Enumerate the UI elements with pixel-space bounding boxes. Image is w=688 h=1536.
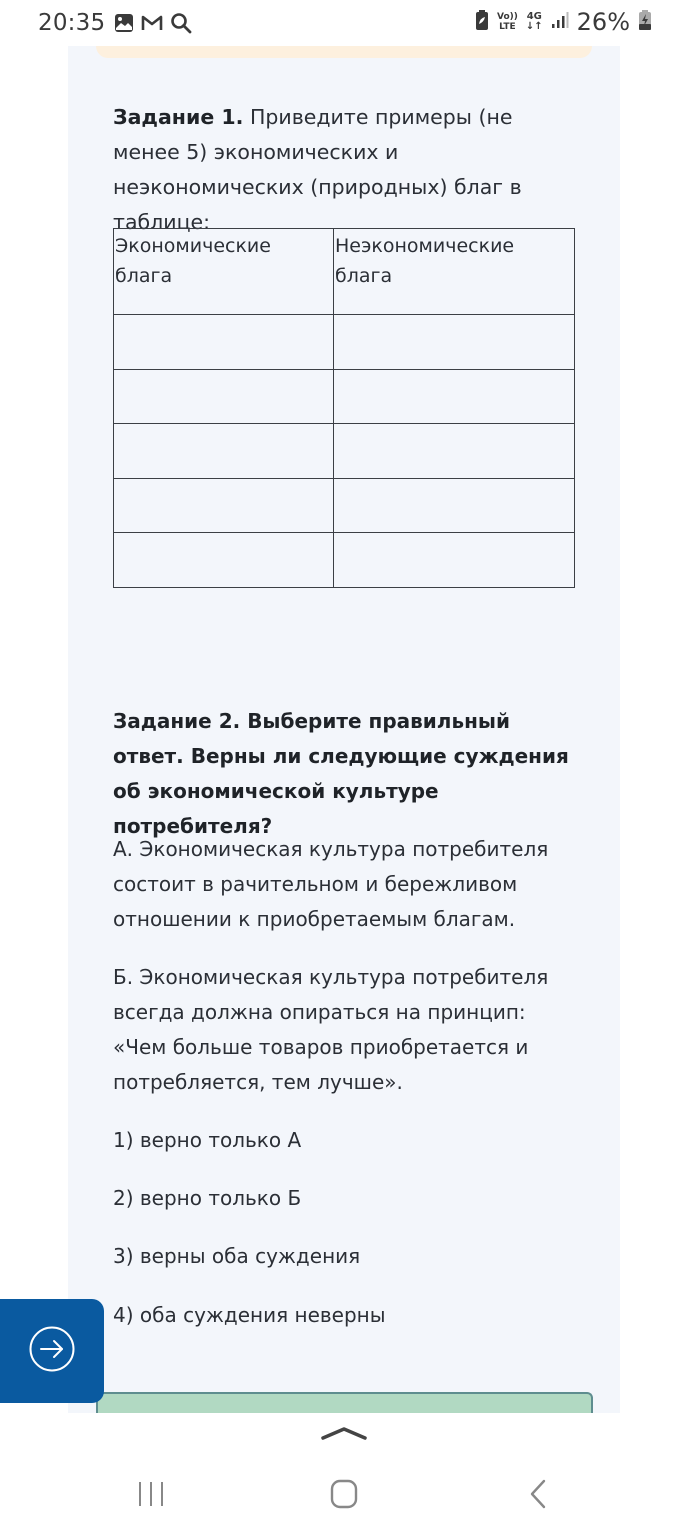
answer-option-1: 1) верно только А: [113, 1128, 302, 1152]
answer-option-3: 3) верны оба суждения: [113, 1244, 361, 1268]
recent-apps-icon[interactable]: [136, 1479, 166, 1513]
bottom-area: [0, 1413, 688, 1536]
search-icon: [170, 12, 192, 38]
task1-label: Задание 1.: [113, 105, 244, 129]
next-page-button[interactable]: [0, 1299, 104, 1403]
system-navigation-bar: [0, 1473, 688, 1523]
back-icon[interactable]: [524, 1479, 554, 1513]
table-row: [114, 424, 575, 479]
table-cell: [334, 424, 575, 479]
home-icon[interactable]: [330, 1479, 360, 1513]
table-row: [114, 315, 575, 370]
table-header-row: [114, 229, 575, 315]
table-cell: [114, 315, 334, 370]
clock: 20:35: [38, 10, 106, 36]
arrow-right-circle-icon: [28, 1325, 76, 1377]
task1-text: [113, 100, 583, 240]
table-cell: [114, 478, 334, 533]
task2-title: Задание 2. Выберите правильный ответ. Верны ли следующие суждения об экономической культуре потребителя?: [113, 709, 569, 838]
table-cell: [334, 315, 575, 370]
statement-b: Б. Экономическая культура потребителя всегда должна опираться на принцип: «Чем больше товаров приобретается и потребляется, тем лучше».: [113, 965, 549, 1094]
volte-icon: Vo)) LTE: [497, 12, 518, 32]
answer-option-2: 2) верно только Б: [113, 1186, 302, 1210]
answer-option-4: 4) оба суждения неверны: [113, 1303, 386, 1327]
table-cell: [334, 369, 575, 424]
battery-charging-icon: [638, 9, 652, 35]
goods-table: [113, 228, 575, 588]
system-indicators: [475, 8, 652, 36]
notification-icons: [114, 12, 192, 38]
task1-body: Приведите примеры (не менее 5) экономических и неэкономических (природных) благ в таблице:: [113, 105, 522, 234]
statement-a: А. Экономическая культура потребителя состоит в рачительном и бережливом отношении к приобретаемым благам.: [113, 837, 549, 931]
4g-data-icon: 4G ↓↑: [525, 11, 543, 32]
status-bar: [0, 0, 688, 46]
table-cell: [334, 478, 575, 533]
table-row: [114, 478, 575, 533]
table-cell: [114, 369, 334, 424]
table-cell: [114, 533, 334, 588]
header-economic-goods: Экономические блага: [114, 229, 334, 315]
table-cell: [334, 533, 575, 588]
battery-saver-icon: [475, 9, 489, 35]
table-cell: [114, 424, 334, 479]
gallery-icon: [114, 13, 134, 37]
header-non-economic-goods: Неэкономические блага: [334, 229, 575, 315]
battery-percent: 26%: [576, 8, 630, 36]
table-row: [114, 369, 575, 424]
signal-icon: [551, 11, 569, 33]
chevron-up-icon[interactable]: [320, 1425, 368, 1445]
table-row: [114, 533, 575, 588]
gmail-icon: [140, 13, 164, 37]
